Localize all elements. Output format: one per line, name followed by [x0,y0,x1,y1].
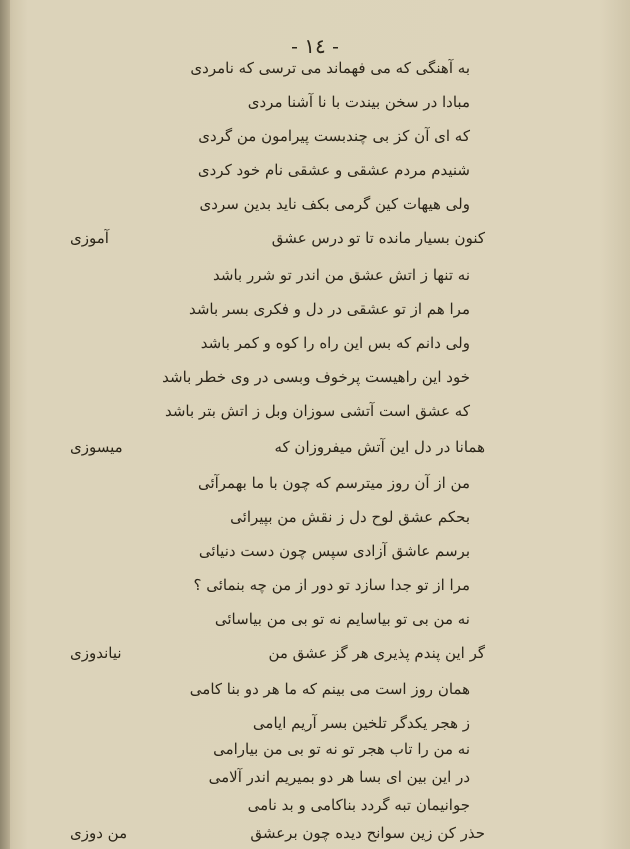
verse-text: که عشق است آتشی سوزان وبل ز اتش بتر باشد [164,402,470,420]
verse-text: بحکم عشق لوح دل ز نقش من بپیرائی [230,508,470,526]
verse-line-hanging [0,638,630,668]
verse-line [0,396,630,426]
verse-line [0,328,630,358]
verse-line [0,570,630,600]
verse-text: حذر کن زین سوانح دیده چون برعشق [250,824,485,842]
verse-text: نه من بی تو بیاسایم نه تو بی من بیاسائی [214,610,470,628]
verse-line [0,762,630,792]
verse-line [0,260,630,290]
verse-text: ولی هیهات کین گرمی بکف ناید بدین سردی [199,195,470,213]
verse-text: جوانیمان تبه گردد بناکامی و بد نامی [247,796,470,814]
verse-text: خود این راهیست پرخوف وبسی در وی خطر باشد [162,368,470,386]
verse-line [0,362,630,392]
verse-text: شنیدم مردم عشقی و عشقی نام خود کردی [197,161,470,179]
verse-text: مبادا در سخن بیندت با نا آشنا مردی [247,93,470,111]
verse-text: ز هجر یکدگر تلخین بسر آریم ایامی [252,714,470,732]
verse-text: همانا در دل این آتش میفروزان که [274,438,485,456]
page-number: - ١٤ - [291,34,339,58]
verse-line-hanging [0,223,630,253]
verse-line [0,189,630,219]
verse-line [0,734,630,764]
verse-text: ولی دانم که بس این راه را کوه و کمر باشد [200,334,470,352]
verse-text: نه من را تاب هجر تو نه تو بی من بیارامی [213,740,470,758]
verse-line [0,604,630,634]
verse-text: مرا هم از تو عشقی در دل و فکری بسر باشد [188,300,470,318]
verse-line [0,155,630,185]
verse-text: برسم عاشق آزادی سپس چون دست دنیائی [198,542,470,560]
verse-text: نه تنها ز اتش عشق من اندر تو شرر باشد [213,266,470,284]
verse-line-hanging [0,432,630,462]
verse-line [0,87,630,117]
verse-line [0,468,630,498]
verse-line [0,536,630,566]
verse-line [0,294,630,324]
verse-line [0,53,630,83]
verse-end-word: من دوزی [70,824,128,842]
verse-text: که ای آن کز بی چندبست پیرامون من گردی [198,127,470,145]
verse-line [0,674,630,704]
verse-line [0,502,630,532]
verse-text: در این بین ای بسا هر دو بمیریم اندر آلامی [208,768,470,786]
verse-line [0,121,630,151]
verse-line [0,790,630,820]
verse-end-word: آموزی [70,229,109,247]
verse-end-word: نیاندوزی [70,644,122,662]
verse-text: کنون بسیار مانده تا تو درس عشق [271,229,485,247]
verse-end-word: میسوزی [70,438,123,456]
verse-text: به آهنگی که می فهماند می ترسی که نامردی [190,59,470,77]
verse-text: همان روز است می بینم که ما هر دو بنا کامی [189,680,470,698]
verse-line-hanging [0,818,630,848]
verse-text: مرا از تو جدا سازد تو دور از من چه بنمائی ؟ [193,576,470,594]
verse-text: گر این پندم پذیری هر گز عشق من [268,644,485,662]
verse-text: من از آن روز میترسم که چون با ما بهمرآئی [197,474,470,492]
